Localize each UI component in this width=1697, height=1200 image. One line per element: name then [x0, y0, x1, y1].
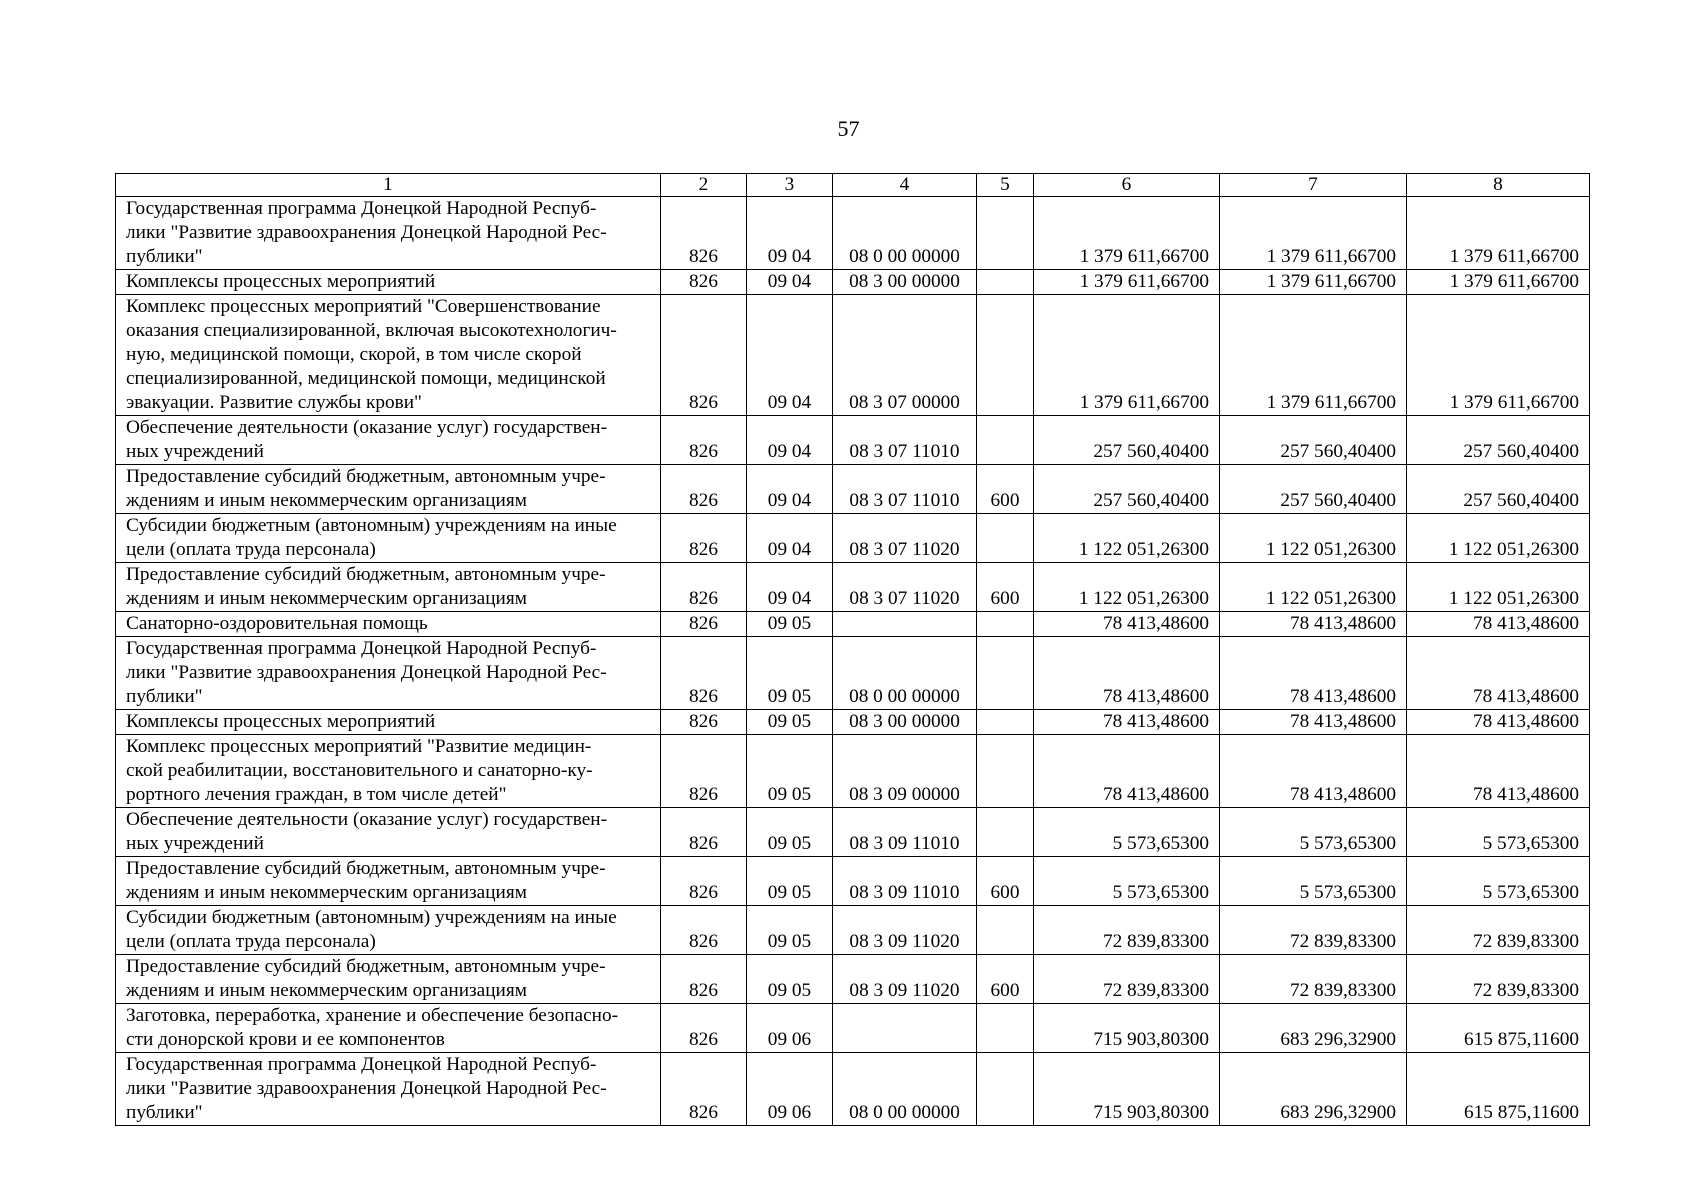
- amount-col8-cell: 257 560,40400: [1407, 465, 1590, 514]
- header-cell: 5: [977, 174, 1034, 197]
- header-cell: 4: [833, 174, 977, 197]
- amount-col6-cell: 5 573,65300: [1034, 857, 1220, 906]
- section-cell: 09 05: [747, 735, 833, 808]
- amount-col6-cell: 1 122 051,26300: [1034, 563, 1220, 612]
- amount-col6-cell: 72 839,83300: [1034, 906, 1220, 955]
- amount-col8-cell: 615 875,11600: [1407, 1053, 1590, 1126]
- item-name-line: ных учреждений: [126, 833, 264, 854]
- item-name-line: ных учреждений: [126, 441, 264, 462]
- item-name-cell: [116, 514, 661, 563]
- item-name-line: рортного лечения граждан, в том числе детей": [126, 784, 507, 805]
- amount-col7-cell: 78 413,48600: [1220, 612, 1407, 637]
- amount-col6-cell: 1 379 611,66700: [1034, 295, 1220, 416]
- gov-code-cell: 826: [661, 1004, 747, 1053]
- amount-col8-cell: 78 413,48600: [1407, 710, 1590, 735]
- table-row: [116, 857, 1590, 906]
- table-row: [116, 612, 1590, 637]
- amount-col8-cell: 1 379 611,66700: [1407, 197, 1590, 270]
- amount-col6-cell: 78 413,48600: [1034, 735, 1220, 808]
- table-row: [116, 416, 1590, 465]
- gov-code-cell: 826: [661, 612, 747, 637]
- item-name-cell: [116, 1004, 661, 1053]
- header-cell: 8: [1407, 174, 1590, 197]
- item-name-line: лики "Развитие здравоохранения Донецкой Народной Рес-: [126, 222, 607, 243]
- section-cell: 09 05: [747, 955, 833, 1004]
- amount-col6-cell: 257 560,40400: [1034, 416, 1220, 465]
- amount-col7-cell: 1 379 611,66700: [1220, 295, 1407, 416]
- item-name-line: Субсидии бюджетным (автономным) учреждениям на иные: [126, 907, 617, 928]
- amount-col8-cell: 5 573,65300: [1407, 857, 1590, 906]
- item-name-line: Комплекс процессных мероприятий "Развитие медицин-: [126, 736, 592, 757]
- item-name-cell: [116, 270, 661, 295]
- expense-type-cell: [977, 1053, 1034, 1126]
- table-row: [116, 563, 1590, 612]
- section-cell: 09 04: [747, 295, 833, 416]
- amount-col7-cell: 1 379 611,66700: [1220, 197, 1407, 270]
- table-row: [116, 197, 1590, 270]
- item-name-cell: [116, 416, 661, 465]
- table-row: [116, 710, 1590, 735]
- amount-col7-cell: 78 413,48600: [1220, 710, 1407, 735]
- amount-col7-cell: 1 122 051,26300: [1220, 514, 1407, 563]
- table-header-row: [116, 174, 1590, 197]
- gov-code-cell: 826: [661, 906, 747, 955]
- expense-type-cell: [977, 197, 1034, 270]
- target-article-cell: 08 3 09 11010: [833, 808, 977, 857]
- expense-type-cell: 600: [977, 955, 1034, 1004]
- section-cell: 09 04: [747, 514, 833, 563]
- item-name-line: публики": [126, 686, 203, 707]
- gov-code-cell: 826: [661, 955, 747, 1004]
- expense-type-cell: [977, 514, 1034, 563]
- item-name-line: публики": [126, 246, 203, 267]
- section-cell: 09 05: [747, 808, 833, 857]
- expense-type-cell: [977, 735, 1034, 808]
- amount-col7-cell: 78 413,48600: [1220, 637, 1407, 710]
- amount-col6-cell: 1 379 611,66700: [1034, 197, 1220, 270]
- target-article-cell: [833, 612, 977, 637]
- amount-col8-cell: 72 839,83300: [1407, 906, 1590, 955]
- item-name-cell: [116, 808, 661, 857]
- target-article-cell: 08 3 00 00000: [833, 710, 977, 735]
- section-cell: 09 04: [747, 270, 833, 295]
- expense-type-cell: [977, 906, 1034, 955]
- item-name-line: Комплекс процессных мероприятий "Совершенствование: [126, 296, 601, 317]
- amount-col7-cell: 72 839,83300: [1220, 906, 1407, 955]
- gov-code-cell: 826: [661, 270, 747, 295]
- target-article-cell: 08 3 07 11010: [833, 465, 977, 514]
- item-name-line: ждениям и иным некоммерческим организациям: [126, 490, 527, 511]
- gov-code-cell: 826: [661, 735, 747, 808]
- item-name-cell: [116, 857, 661, 906]
- amount-col7-cell: 5 573,65300: [1220, 808, 1407, 857]
- item-name-line: ждениям и иным некоммерческим организациям: [126, 882, 527, 903]
- section-cell: 09 05: [747, 906, 833, 955]
- expense-type-cell: [977, 637, 1034, 710]
- amount-col8-cell: 1 122 051,26300: [1407, 514, 1590, 563]
- gov-code-cell: 826: [661, 563, 747, 612]
- amount-col7-cell: 5 573,65300: [1220, 857, 1407, 906]
- item-name-cell: [116, 955, 661, 1004]
- amount-col6-cell: 1 122 051,26300: [1034, 514, 1220, 563]
- expense-type-cell: [977, 612, 1034, 637]
- item-name-line: Заготовка, переработка, хранение и обеспечение безопасно-: [126, 1005, 619, 1026]
- target-article-cell: 08 0 00 00000: [833, 1053, 977, 1126]
- gov-code-cell: 826: [661, 1053, 747, 1126]
- table-row: [116, 1004, 1590, 1053]
- amount-col6-cell: 257 560,40400: [1034, 465, 1220, 514]
- section-cell: 09 04: [747, 197, 833, 270]
- item-name-cell: [116, 735, 661, 808]
- amount-col8-cell: 1 379 611,66700: [1407, 295, 1590, 416]
- expense-type-cell: [977, 295, 1034, 416]
- amount-col6-cell: 78 413,48600: [1034, 637, 1220, 710]
- section-cell: 09 05: [747, 637, 833, 710]
- amount-col8-cell: 257 560,40400: [1407, 416, 1590, 465]
- target-article-cell: 08 3 00 00000: [833, 270, 977, 295]
- item-name-line: цели (оплата труда персонала): [126, 931, 376, 952]
- item-name-line: цели (оплата труда персонала): [126, 539, 376, 560]
- section-cell: 09 05: [747, 612, 833, 637]
- amount-col8-cell: 78 413,48600: [1407, 735, 1590, 808]
- section-cell: 09 05: [747, 710, 833, 735]
- item-name-line: ской реабилитации, восстановительного и санаторно-ку-: [126, 760, 593, 781]
- section-cell: 09 04: [747, 563, 833, 612]
- amount-col6-cell: 78 413,48600: [1034, 612, 1220, 637]
- table-row: [116, 465, 1590, 514]
- expense-type-cell: [977, 416, 1034, 465]
- target-article-cell: 08 3 07 11010: [833, 416, 977, 465]
- target-article-cell: 08 3 09 11020: [833, 906, 977, 955]
- target-article-cell: 08 3 09 11020: [833, 955, 977, 1004]
- table-row: [116, 735, 1590, 808]
- target-article-cell: 08 3 07 00000: [833, 295, 977, 416]
- budget-table: [115, 173, 1590, 1126]
- amount-col7-cell: 78 413,48600: [1220, 735, 1407, 808]
- table-row: [116, 295, 1590, 416]
- expense-type-cell: [977, 270, 1034, 295]
- amount-col7-cell: 257 560,40400: [1220, 416, 1407, 465]
- item-name-line: оказания специализированной, включая высокотехнологич-: [126, 320, 617, 341]
- amount-col6-cell: 78 413,48600: [1034, 710, 1220, 735]
- table-row: [116, 1053, 1590, 1126]
- expense-type-cell: [977, 808, 1034, 857]
- item-name-line: Комплексы процессных мероприятий: [126, 271, 436, 292]
- item-name-line: Обеспечение деятельности (оказание услуг) государствен-: [126, 809, 607, 830]
- item-name-line: ждениям и иным некоммерческим организациям: [126, 980, 527, 1001]
- item-name-line: Комплексы процессных мероприятий: [126, 711, 436, 732]
- amount-col7-cell: 683 296,32900: [1220, 1004, 1407, 1053]
- item-name-line: лики "Развитие здравоохранения Донецкой Народной Рес-: [126, 662, 607, 683]
- item-name-cell: [116, 197, 661, 270]
- section-cell: 09 06: [747, 1053, 833, 1126]
- item-name-cell: [116, 563, 661, 612]
- target-article-cell: [833, 1004, 977, 1053]
- header-cell: 3: [747, 174, 833, 197]
- item-name-line: Санаторно-оздоровительная помощь: [126, 613, 428, 634]
- item-name-line: ную, медицинской помощи, скорой, в том числе скорой: [126, 344, 582, 365]
- header-cell: 1: [116, 174, 661, 197]
- amount-col7-cell: 683 296,32900: [1220, 1053, 1407, 1126]
- amount-col6-cell: 715 903,80300: [1034, 1053, 1220, 1126]
- expense-type-cell: 600: [977, 857, 1034, 906]
- item-name-line: лики "Развитие здравоохранения Донецкой Народной Рес-: [126, 1078, 607, 1099]
- amount-col8-cell: 1 379 611,66700: [1407, 270, 1590, 295]
- gov-code-cell: 826: [661, 465, 747, 514]
- gov-code-cell: 826: [661, 514, 747, 563]
- item-name-line: Предоставление субсидий бюджетным, автономным учре-: [126, 956, 606, 977]
- amount-col8-cell: 72 839,83300: [1407, 955, 1590, 1004]
- section-cell: 09 04: [747, 465, 833, 514]
- section-cell: 09 06: [747, 1004, 833, 1053]
- amount-col8-cell: 5 573,65300: [1407, 808, 1590, 857]
- gov-code-cell: 826: [661, 710, 747, 735]
- amount-col7-cell: 1 379 611,66700: [1220, 270, 1407, 295]
- item-name-line: специализированной, медицинской помощи, медицинской: [126, 368, 606, 389]
- target-article-cell: 08 3 07 11020: [833, 514, 977, 563]
- item-name-line: сти донорской крови и ее компонентов: [126, 1029, 445, 1050]
- item-name-line: Предоставление субсидий бюджетным, автономным учре-: [126, 466, 606, 487]
- header-cell: 6: [1034, 174, 1220, 197]
- target-article-cell: 08 0 00 00000: [833, 637, 977, 710]
- item-name-line: Государственная программа Донецкой Народной Респуб-: [126, 638, 597, 659]
- header-cell: 2: [661, 174, 747, 197]
- target-article-cell: 08 3 07 11020: [833, 563, 977, 612]
- gov-code-cell: 826: [661, 295, 747, 416]
- amount-col6-cell: 1 379 611,66700: [1034, 270, 1220, 295]
- item-name-cell: [116, 637, 661, 710]
- item-name-line: эвакуации. Развитие службы крови": [126, 392, 422, 413]
- item-name-line: Государственная программа Донецкой Народной Респуб-: [126, 198, 597, 219]
- gov-code-cell: 826: [661, 857, 747, 906]
- amount-col8-cell: 1 122 051,26300: [1407, 563, 1590, 612]
- item-name-line: Обеспечение деятельности (оказание услуг) государствен-: [126, 417, 607, 438]
- gov-code-cell: 826: [661, 197, 747, 270]
- item-name-line: Субсидии бюджетным (автономным) учреждениям на иные: [126, 515, 617, 536]
- target-article-cell: 08 3 09 00000: [833, 735, 977, 808]
- table-row: [116, 637, 1590, 710]
- item-name-line: Предоставление субсидий бюджетным, автономным учре-: [126, 858, 606, 879]
- item-name-cell: [116, 612, 661, 637]
- item-name-cell: [116, 1053, 661, 1126]
- expense-type-cell: [977, 1004, 1034, 1053]
- expense-type-cell: [977, 710, 1034, 735]
- table-row: [116, 514, 1590, 563]
- table-row: [116, 270, 1590, 295]
- section-cell: 09 04: [747, 416, 833, 465]
- gov-code-cell: 826: [661, 808, 747, 857]
- amount-col7-cell: 72 839,83300: [1220, 955, 1407, 1004]
- table-row: [116, 808, 1590, 857]
- header-cell: 7: [1220, 174, 1407, 197]
- item-name-cell: [116, 295, 661, 416]
- item-name-cell: [116, 906, 661, 955]
- item-name-line: Предоставление субсидий бюджетным, автономным учре-: [126, 564, 606, 585]
- section-cell: 09 05: [747, 857, 833, 906]
- item-name-cell: [116, 465, 661, 514]
- amount-col7-cell: 257 560,40400: [1220, 465, 1407, 514]
- table-row: [116, 955, 1590, 1004]
- item-name-line: публики": [126, 1102, 203, 1123]
- page-number: 57: [837, 116, 860, 141]
- gov-code-cell: 826: [661, 416, 747, 465]
- table-row: [116, 906, 1590, 955]
- amount-col6-cell: 72 839,83300: [1034, 955, 1220, 1004]
- expense-type-cell: 600: [977, 465, 1034, 514]
- amount-col8-cell: 78 413,48600: [1407, 612, 1590, 637]
- expense-type-cell: 600: [977, 563, 1034, 612]
- item-name-line: Государственная программа Донецкой Народной Респуб-: [126, 1054, 597, 1075]
- item-name-cell: [116, 710, 661, 735]
- item-name-line: ждениям и иным некоммерческим организациям: [126, 588, 527, 609]
- amount-col6-cell: 5 573,65300: [1034, 808, 1220, 857]
- amount-col6-cell: 715 903,80300: [1034, 1004, 1220, 1053]
- amount-col8-cell: 615 875,11600: [1407, 1004, 1590, 1053]
- amount-col7-cell: 1 122 051,26300: [1220, 563, 1407, 612]
- target-article-cell: 08 0 00 00000: [833, 197, 977, 270]
- target-article-cell: 08 3 09 11010: [833, 857, 977, 906]
- gov-code-cell: 826: [661, 637, 747, 710]
- amount-col8-cell: 78 413,48600: [1407, 637, 1590, 710]
